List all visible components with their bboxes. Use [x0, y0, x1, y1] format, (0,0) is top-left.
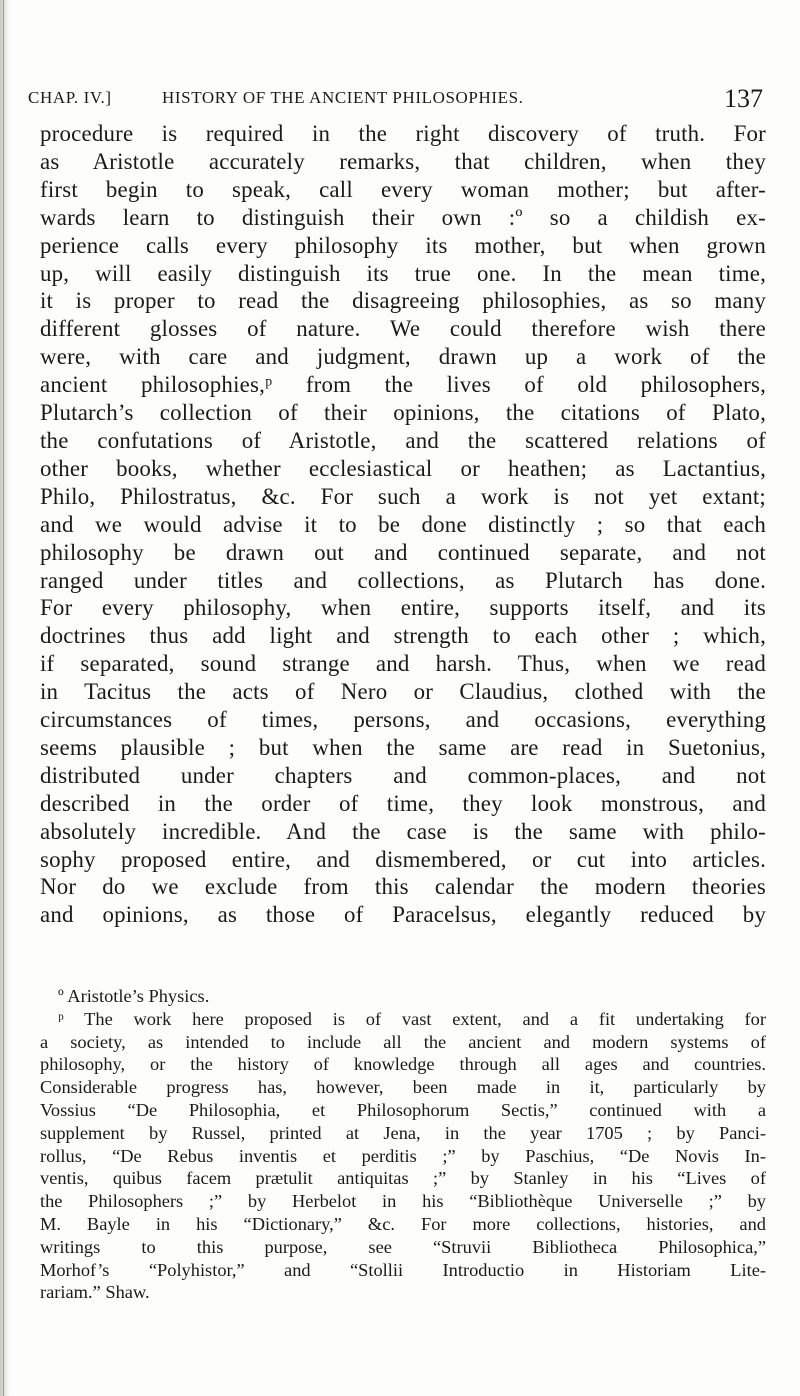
footnote-p-line: writings to this purpose, see “Struvii Bibliotheca Philosophica,”: [40, 1236, 766, 1257]
page-number: 137: [724, 84, 763, 113]
body-line: perience calls every philosophy its mother, but when grown: [40, 232, 766, 258]
body-line: it is proper to read the disagreeing philosophies, as so many: [40, 288, 766, 314]
body-line: absolutely incredible. And the case is the same with philo-: [40, 818, 766, 844]
page-gutter-shadow: [0, 0, 10, 1396]
body-line: as Aristotle accurately remarks, that children, when they: [40, 148, 766, 174]
body-line: were, with care and judgment, drawn up a work of the: [40, 344, 766, 370]
body-paragraph: [40, 120, 766, 929]
footnote-p-line: Vossius “De Philosophia, et Philosophorum Sectis,” continued with a: [40, 1099, 766, 1120]
body-line: ancient philosophies,ᵖ from the lives of old philosophers,: [40, 372, 766, 398]
footnote-p-line: a society, as intended to include all the ancient and modern systems of: [40, 1031, 766, 1052]
body-line: procedure is required in the right discovery of truth. For: [40, 121, 766, 146]
body-line: philosophy be drawn out and continued separate, and not: [40, 539, 766, 565]
body-line: sophy proposed entire, and dismembered, or cut into articles.: [40, 846, 766, 872]
footnote-p-line: rariam.” Shaw.: [40, 1282, 150, 1303]
body-line: Nor do we exclude from this calendar the modern theories: [40, 874, 766, 900]
body-line: and opinions, as those of Paracelsus, elegantly reduced by: [40, 902, 766, 928]
running-header: [28, 84, 763, 114]
body-line: first begin to speak, call every woman mother; but after-: [40, 176, 766, 202]
body-line: if separated, sound strange and harsh. Thus, when we read: [40, 651, 766, 677]
footnote-p-line: Morhof’s “Polyhistor,” and “Stollii Introductio in Historiam Lite-: [40, 1259, 766, 1280]
body-line: distributed under chapters and common-places, and not: [40, 762, 766, 788]
body-line: different glosses of nature. We could therefore wish there: [40, 316, 766, 342]
body-line: wards learn to distinguish their own :º so a childish ex-: [40, 204, 766, 230]
body-line: up, will easily distinguish its true one. In the mean time,: [40, 260, 766, 286]
footnote-p-line: ᵖ The work here proposed is of vast extent, and a fit undertaking for: [58, 1008, 766, 1029]
footnote-o: º Aristotle’s Physics.: [58, 986, 210, 1006]
body-line: doctrines thus add light and strength to each other ; which,: [40, 623, 766, 649]
body-line: circumstances of times, persons, and occasions, everything: [40, 707, 766, 733]
footnote-p-line: M. Bayle in his “Dictionary,” &c. For more collections, histories, and: [40, 1213, 766, 1234]
body-line: in Tacitus the acts of Nero or Claudius, clothed with the: [40, 679, 766, 705]
body-line: For every philosophy, when entire, supports itself, and its: [40, 595, 766, 621]
body-line: Philo, Philostratus, &c. For such a work is not yet extant;: [40, 483, 766, 509]
body-line: seems plausible ; but when the same are read in Suetonius,: [40, 734, 766, 760]
footnote-p-line: Considerable progress has, however, been made in it, particularly by: [40, 1077, 766, 1098]
footnote-p-line: ventis, quibus facem prætulit antiquitas ;” by Stanley in his “Lives of: [40, 1168, 766, 1189]
body-line: other books, whether ecclesiastical or heathen; as Lactantius,: [40, 455, 766, 481]
body-line: ranged under titles and collections, as Plutarch has done.: [40, 567, 766, 593]
page-gutter-edge: [3, 0, 4, 1396]
footnote-p-line: philosophy, or the history of knowledge through all ages and countries.: [40, 1054, 766, 1075]
body-line: described in the order of time, they look monstrous, and: [40, 790, 766, 816]
body-line: and we would advise it to be done distinctly ; so that each: [40, 511, 766, 537]
footnote-p-line: the Philosophers ;” by Herbelot in his “Bibliothèque Universelle ;” by: [40, 1191, 766, 1212]
running-title: HISTORY OF THE ANCIENT PHILOSOPHIES.: [162, 88, 524, 107]
chapter-label: CHAP. IV.]: [28, 88, 112, 107]
footnote-p-line: rollus, “De Rebus inventis et perditis ;” by Paschius, “De Novis In-: [40, 1145, 766, 1166]
body-line: Plutarch’s collection of their opinions, the citations of Plato,: [40, 400, 766, 426]
footnotes: [40, 985, 766, 1304]
footnote-p-line: supplement by Russel, printed at Jena, in the year 1705 ; by Panci-: [40, 1122, 766, 1143]
body-line: the confutations of Aristotle, and the scattered relations of: [40, 427, 766, 453]
